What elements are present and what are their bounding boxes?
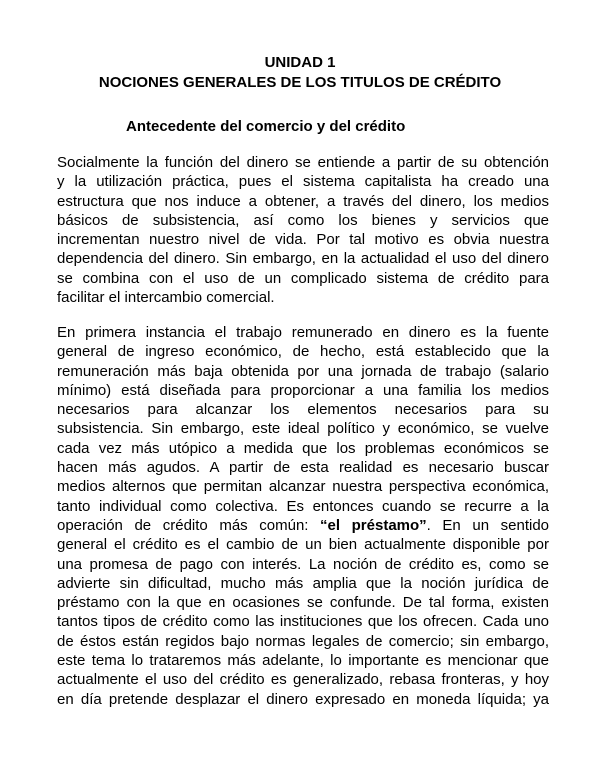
text-line: en día pretende desplazar el dinero expresado en moneda líquida; ya <box>57 690 549 708</box>
text-line-with-emphasis <box>57 516 549 535</box>
text-line: remuneración más baja obtenida por una jornada de trabajo (salario <box>57 362 549 380</box>
text-line: préstamo con la que en ocasiones se confunde. De tal forma, existen <box>57 594 549 612</box>
paragraph-credit-loan <box>57 323 549 709</box>
text-line: una promesa de pago con interés. La noción de crédito es, como se <box>57 555 549 573</box>
text-line: general el crédito es el cambio de un bien actualmente disponible por <box>57 536 549 554</box>
text-line: incrementan nuestro nivel de vida. Por tal motivo es obvia nuestra <box>57 231 549 249</box>
text-line: general de ingreso económico, de hecho, está establecido que la <box>57 343 549 361</box>
text-line: advierte sin dificultad, mucho más amplia que la noción jurídica de <box>57 574 549 592</box>
text-line: hacen más agudos. A partir de esta realidad es necesario buscar <box>57 459 549 477</box>
text-fragment: operación de crédito más común: <box>57 516 321 534</box>
text-line: básicos de subsistencia, así como los bienes y servicios que <box>57 211 549 229</box>
text-line: cada vez más utópico a medida que los problemas económicos se <box>57 439 549 457</box>
text-line: se combina con el uso de un complicado sistema de crédito para <box>57 269 549 287</box>
text-fragment: . En un sentido <box>426 516 549 534</box>
paragraph-money-function <box>57 153 549 307</box>
text-line: y la utilización práctica, pues el sistema capitalista ha creado una <box>57 173 549 191</box>
text-line: medios alternos que permitan alcanzar nuestra perspectiva económica, <box>57 478 549 496</box>
text-line: estructura que nos induce a obtener, a través del dinero, los medios <box>57 192 549 210</box>
text-line: dependencia del dinero. Sin embargo, en la actualidad el uso del dinero <box>57 250 549 268</box>
emphasis-prestamo: “el préstamo” <box>320 516 427 534</box>
text-line: mínimo) está diseñada para proporcionar a una familia los medios <box>57 381 549 399</box>
text-line: necesarios para alcanzar los elementos necesarios para su <box>57 401 549 419</box>
section-heading: Antecedente del comercio y del crédito <box>126 118 406 135</box>
text-line: este tema lo trataremos más adelante, lo importante es mencionar que <box>57 652 549 670</box>
text-line: actualmente el uso del crédito es generalizado, rebasa fronteras, y hoy <box>57 671 549 689</box>
text-line: tantos tipos de crédito como las instituciones que los ofrecen. Cada uno <box>57 613 549 631</box>
document-title: NOCIONES GENERALES DE LOS TITULOS DE CRÉDITO <box>98 74 502 91</box>
text-line: Socialmente la función del dinero se entiende a partir de su obtención <box>57 154 549 171</box>
text-line: En primera instancia el trabajo remunerado en dinero es la fuente <box>57 324 549 341</box>
text-line: facilitar el intercambio comercial. <box>57 289 275 307</box>
text-line: de éstos están regidos bajo normas legales de comercio; sin embargo, <box>57 632 549 650</box>
text-line: tanto individual como colectiva. Es entonces cuando se recurre a la <box>57 497 549 515</box>
text-line: subsistencia. Sin embargo, este ideal político y económico, se vuelve <box>57 420 549 438</box>
unit-title: UNIDAD 1 <box>264 54 336 71</box>
